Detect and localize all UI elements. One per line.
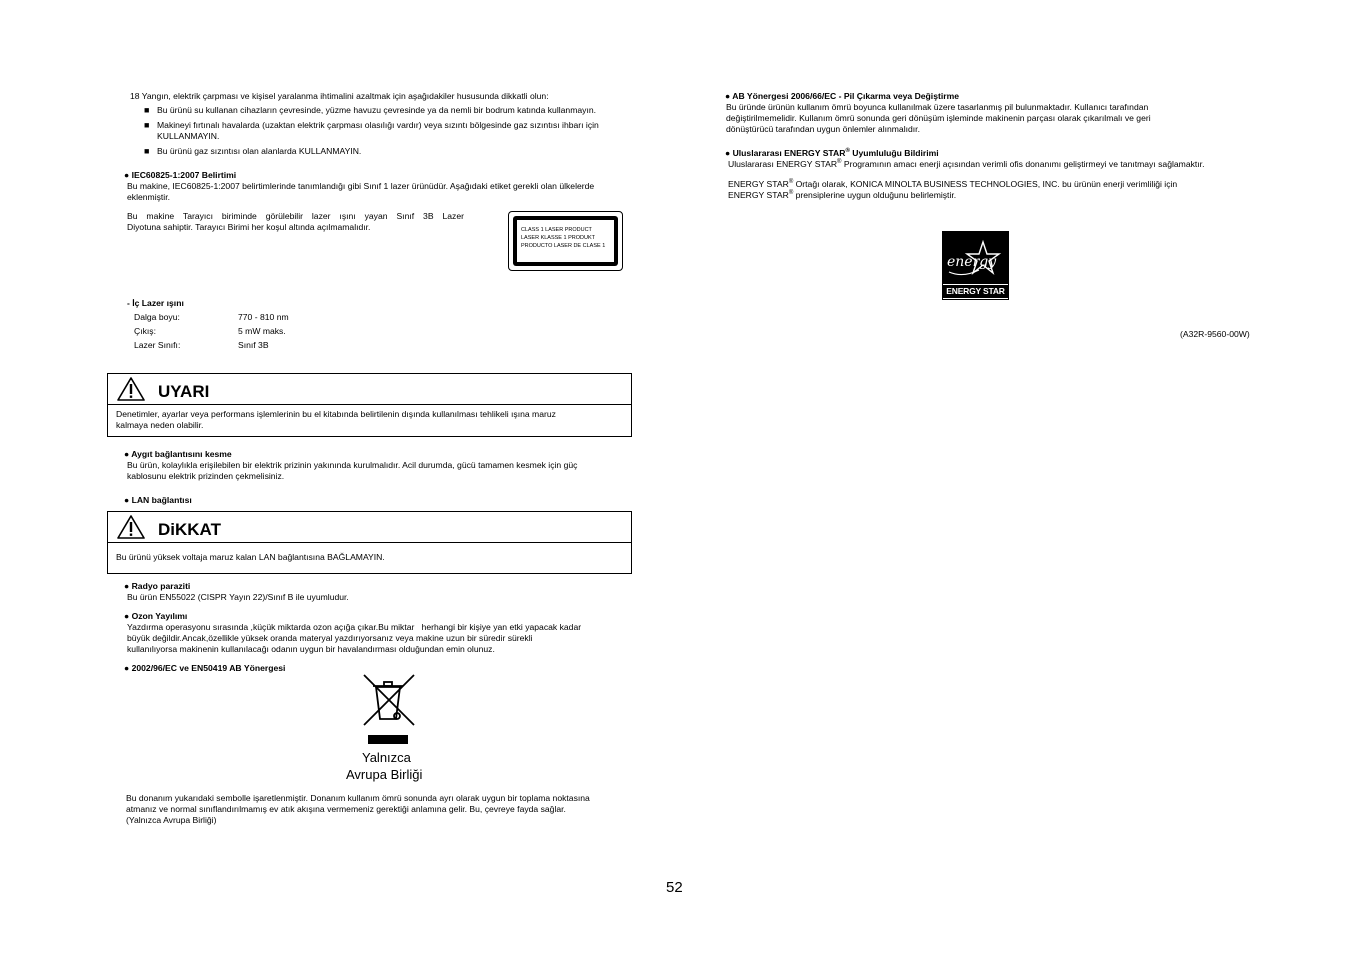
weee-caption-2: Avrupa Birliği — [346, 767, 423, 782]
registered-mark: ® — [788, 190, 794, 197]
registered-mark: ® — [788, 179, 794, 186]
ozone-line-1: Yazdırma operasyonu sırasında ,küçük miktarda ozon açığa çıkar.Bu miktar herhangi bir kişiye yan etki yapacak kadar — [127, 622, 582, 632]
caution-box-header — [108, 512, 631, 543]
energy-line-3a: ENERGY STAR — [728, 190, 789, 200]
disconnect-line-1: Bu ürün, kolaylıkla erişilebilen bir elektrik prizinin yakınında kurulmalıdır. Acil durumda, gücü tamamen kesmek için güç — [127, 460, 578, 470]
warning-box-header — [108, 374, 631, 405]
disconnect-heading: ● Aygıt bağlantısını kesme — [124, 449, 232, 459]
energy-star-logo — [942, 231, 1009, 300]
caution-body — [108, 543, 631, 566]
weee-heading: ● 2002/96/EC ve EN50419 AB Yönergesi — [124, 663, 286, 673]
radio-line-1: Bu ürün EN55022 (CISPR Yayın 22)/Sınıf B ile uyumludur. — [127, 592, 349, 602]
warning-line-1: Denetimler, ayarlar veya performans işlemlerinin bu el kitabında belirtilenin dışında kullanılması tehlikeli ışına maruz — [116, 409, 556, 419]
radio-heading: ● Radyo paraziti — [124, 581, 191, 591]
energy-script: energy — [947, 254, 997, 270]
ozone-line-3: kullanılıyorsa makinenin kullanılacağı odanın uygun bir havalandırması olduğundan emin olunuz. — [127, 644, 495, 654]
lan-heading: ● LAN bağlantısı — [124, 495, 192, 505]
weee-line-1: Bu donanım yukarıdaki sembolle işaretlenmiştir. Donanım kullanım ömrü sonunda ayrı olarak uygun bir toplama noktasına — [126, 793, 590, 803]
caution-box — [107, 511, 632, 574]
item18-bullet-2-cont: KULLANMAYIN. — [157, 131, 220, 141]
energy-star-label: ENERGY STAR — [943, 285, 1008, 298]
energy-line-2a: ENERGY STAR — [728, 179, 789, 189]
energy-star-mark — [943, 232, 1008, 284]
warning-line-2: kalmaya neden olabilir. — [116, 420, 204, 430]
laser-label-line-3: PRODUCTO LASER DE CLASE 1 — [521, 243, 606, 249]
item18-bullet-2: ■ Makineyi fırtınalı havalarda (uzaktan elektrik çarpması olasılığı vardır) veya sızıntı bölgesinde gaz sızıntısı ihbarı için — [157, 120, 599, 131]
battery-line-2: değiştirilmemelidir. Kullanım ömrü sonunda geri dönüşüm işleminde makinenin parçası olarak çıkarılmalı ve geri — [726, 113, 1151, 123]
energy-heading-a: ● Uluslararası ENERGY STAR — [725, 148, 846, 158]
ozone-heading: ● Ozon Yayılımı — [124, 611, 188, 621]
registered-mark: ® — [845, 148, 850, 155]
warning-title: UYARI — [158, 382, 210, 401]
spec-key: Dalga boyu: — [134, 312, 180, 322]
ozone-line-2: büyük değildir.Ancak,özellikle yüksek oranda materyal yazdırıyorsanız veya makine uzun bir süredir sürekli — [127, 633, 533, 643]
warning-triangle-icon — [116, 376, 146, 402]
weee-line-3: (Yalnızca Avrupa Birliği) — [126, 815, 217, 825]
disconnect-line-2: kablosunu elektrik prizinden çekmelisiniz. — [127, 471, 285, 481]
item18-intro: 18 Yangın, elektrik çarpması ve kişisel yaralanma ihtimalini azaltmak için aşağıdakiler hususunda dikkatli olun: — [130, 91, 549, 101]
item18-bullet-3: ■ Bu ürünü gaz sızıntısı olan alanlarda KULLANMAYIN. — [157, 146, 361, 157]
spec-key: Çıkış: — [134, 326, 156, 336]
battery-line-3: dönüştürücü tarafından uygun önlemler alınmalıdır. — [726, 124, 920, 134]
table-row — [134, 338, 289, 352]
crossed-bin-icon — [362, 673, 416, 745]
caution-title: DiKKAT — [158, 520, 221, 539]
battery-heading: ● AB Yönergesi 2006/66/EC - Pil Çıkarma veya Değiştirme — [725, 91, 959, 101]
scanner-line-2: Diyotuna sahiptir. Tarayıcı Birimi her koşul altında açılmamalıdır. — [127, 222, 371, 232]
spec-key: Lazer Sınıfı: — [134, 340, 181, 350]
energy-heading-b: Uyumluluğu Bildirimi — [849, 148, 939, 158]
energy-line-2 — [728, 179, 1177, 190]
warning-triangle-icon — [116, 514, 146, 540]
table-row — [134, 324, 289, 338]
caution-line-1: Bu ürünü yüksek voltaja maruz kalan LAN bağlantısına BAĞLAMAYIN. — [116, 552, 385, 562]
inner-laser-table — [134, 310, 289, 352]
energy-heading — [725, 148, 939, 159]
energy-line-2b: Ortağı olarak, KONICA MINOLTA BUSINESS TECHNOLOGIES, INC. bu ürünün enerji verimliliği için — [793, 179, 1178, 189]
iec-line-1: Bu makine, IEC60825-1:2007 belirtimlerinde tanımlandığı gibi Sınıf 1 lazer ürünüdür. Aşağıdaki etiket gerekli olan ülkelerde — [127, 181, 595, 191]
weee-caption-1: Yalnızca — [362, 750, 411, 765]
scanner-line-1: Bu makine Tarayıcı biriminde görülebilir lazer ışını yayan Sınıf 3B Lazer — [127, 211, 464, 221]
warning-body — [108, 405, 631, 434]
warning-box — [107, 373, 632, 437]
item18-bullet-1: ■ Bu ürünü su kullanan cihazların çevresinde, yüzme havuzu çevresinde ya da nemli bir bodrum katında kullanmayın. — [157, 105, 596, 116]
battery-line-1: Bu üründe ürünün kullanım ömrü boyunca kullanılmak üzere tasarlanmış pil bulunmaktadır. Kullanıcı tarafından — [726, 102, 1149, 112]
registered-mark: ® — [837, 159, 842, 166]
energy-line-3b: prensiplerine uygun olduğunu belirlemiştir. — [793, 190, 957, 200]
doc-code: (A32R-9560-00W) — [1180, 329, 1250, 339]
page-number: 52 — [666, 879, 683, 896]
laser-label-line-1: CLASS 1 LASER PRODUCT — [521, 227, 592, 233]
energy-line-1a: Uluslararası ENERGY STAR — [728, 159, 838, 169]
inner-laser-heading: - İç Lazer ışını — [127, 298, 184, 308]
spec-value: 5 mW maks. — [238, 326, 286, 336]
laser-label-line-2: LASER KLASSE 1 PRODUKT — [521, 235, 595, 241]
iec-line-2: eklenmiştir. — [127, 192, 170, 202]
energy-line-1b: Programının amacı enerji açısından verimli ofis donanımı geliştirmeyi ve tanıtmayı sağlamaktır. — [841, 159, 1205, 169]
table-row — [134, 310, 289, 324]
energy-line-3 — [728, 190, 956, 201]
iec-heading: ● IEC60825-1:2007 Belirtimi — [124, 170, 237, 180]
weee-line-2: atmanız ve normal sınıflandırılmamış ev atık akışına vermemeniz gerektiği anlamına gelir. Bu, çevreye fayda sağlar. — [126, 804, 566, 814]
laser-label — [508, 211, 623, 271]
spec-value: Sınıf 3B — [238, 340, 269, 350]
energy-line-1 — [728, 159, 1204, 170]
spec-value: 770 - 810 nm — [238, 312, 289, 322]
